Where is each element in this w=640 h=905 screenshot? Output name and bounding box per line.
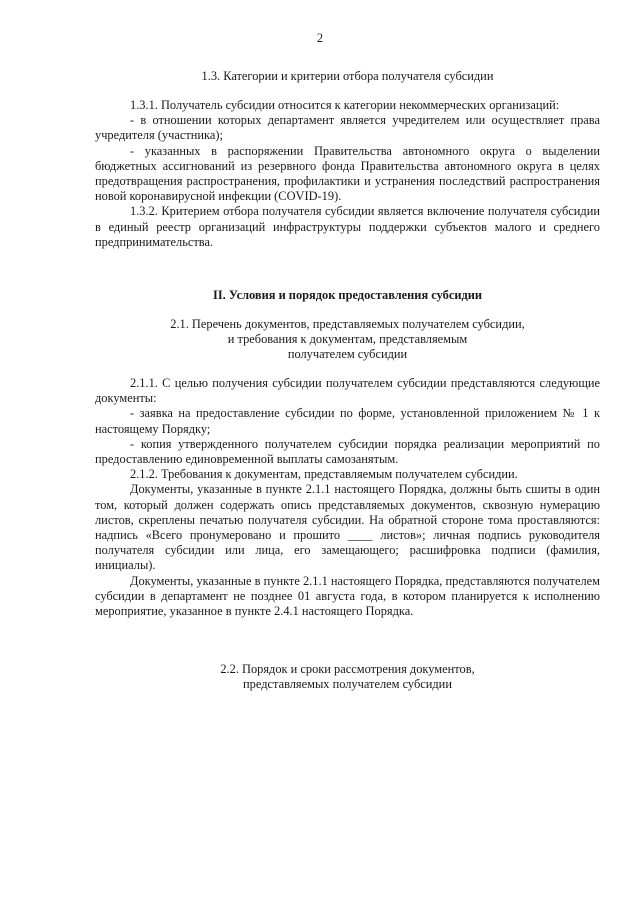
paragraph-1-3-1-item-2: - указанных в распоряжении Правительства автономного округа о выделении бюджетных ассигнований из резервного фонда Правительства автономного округа в целях предотвращения распространения, профилактики и устранения последствий распространения новой коронавирусной инфекции (COVID-19). — [95, 143, 600, 204]
paragraph-2-1-1-item-1: - заявка на предоставление субсидии по форме, установленной приложением № 1 к настоящему Порядку; — [95, 406, 600, 436]
paragraph-1-3-1-item-1: - в отношении которых департамент является учредителем или осуществляет права учредителя (участника); — [95, 113, 600, 143]
paragraph-2-1-2-deadline: Документы, указанные в пункте 2.1.1 настоящего Порядка, представляются получателем субсидии в департамент не позднее 01 августа года, в котором планируется к исполнению мероприятие, указанное в пункте 2.4.1 настоящего Порядка. — [95, 573, 600, 619]
section-2-heading: II. Условия и порядок предоставления субсидии — [213, 288, 482, 302]
section-1-3-heading: 1.3. Категории и критерии отбора получателя субсидии — [201, 69, 494, 83]
page-number: 2 — [316, 31, 324, 45]
paragraph-2-1-2: 2.1.2. Требования к документам, представляемым получателем субсидии. — [130, 467, 518, 482]
section-2-1-heading-line: получателем субсидии — [287, 347, 408, 362]
section-2-1-body — [95, 376, 600, 619]
paragraph-2-1-1: 2.1.1. С целью получения субсидии получателем субсидии представляются следующие документы: — [95, 376, 600, 406]
paragraph-2-1-2-requirements: Документы, указанные в пункте 2.1.1 настоящего Порядка, должны быть сшиты в один том, который должен содержать опись представляемых документов, сквозную нумерацию листов, скреплены печатью получателя субсидии. На обратной стороне тома проставляются: надпись «Всего пронумеровано и прошито ____ листов»; личная подпись руководителя получателя субсидии или лица, его замещающего; расшифровка подписи (фамилия, инициалы). — [95, 482, 600, 573]
paragraph-1-3-2: 1.3.2. Критерием отбора получателя субсидии является включение получателя субсидии в единый реестр организаций инфраструктуры поддержки субъектов малого и среднего предпринимательства. — [95, 204, 600, 249]
section-1-3-body — [95, 98, 600, 250]
section-2-2-heading — [95, 662, 600, 692]
section-2-1-heading — [95, 317, 600, 363]
section-2-1-heading-line: и требования к документам, представляемым — [227, 332, 468, 347]
section-2-2-heading-line: представляемых получателем субсидии — [243, 677, 452, 692]
paragraph-1-3-1: 1.3.1. Получатель субсидии относится к категории некоммерческих организаций: — [130, 98, 560, 112]
paragraph-2-1-1-item-2: - копия утвержденного получателем субсидии порядка реализации мероприятий по предоставлению единовременной выплаты самозанятым. — [95, 436, 600, 467]
section-2-2-heading-line: 2.2. Порядок и сроки рассмотрения документов, — [220, 662, 475, 676]
section-2-1-heading-line: 2.1. Перечень документов, представляемых получателем субсидии, — [170, 317, 525, 331]
